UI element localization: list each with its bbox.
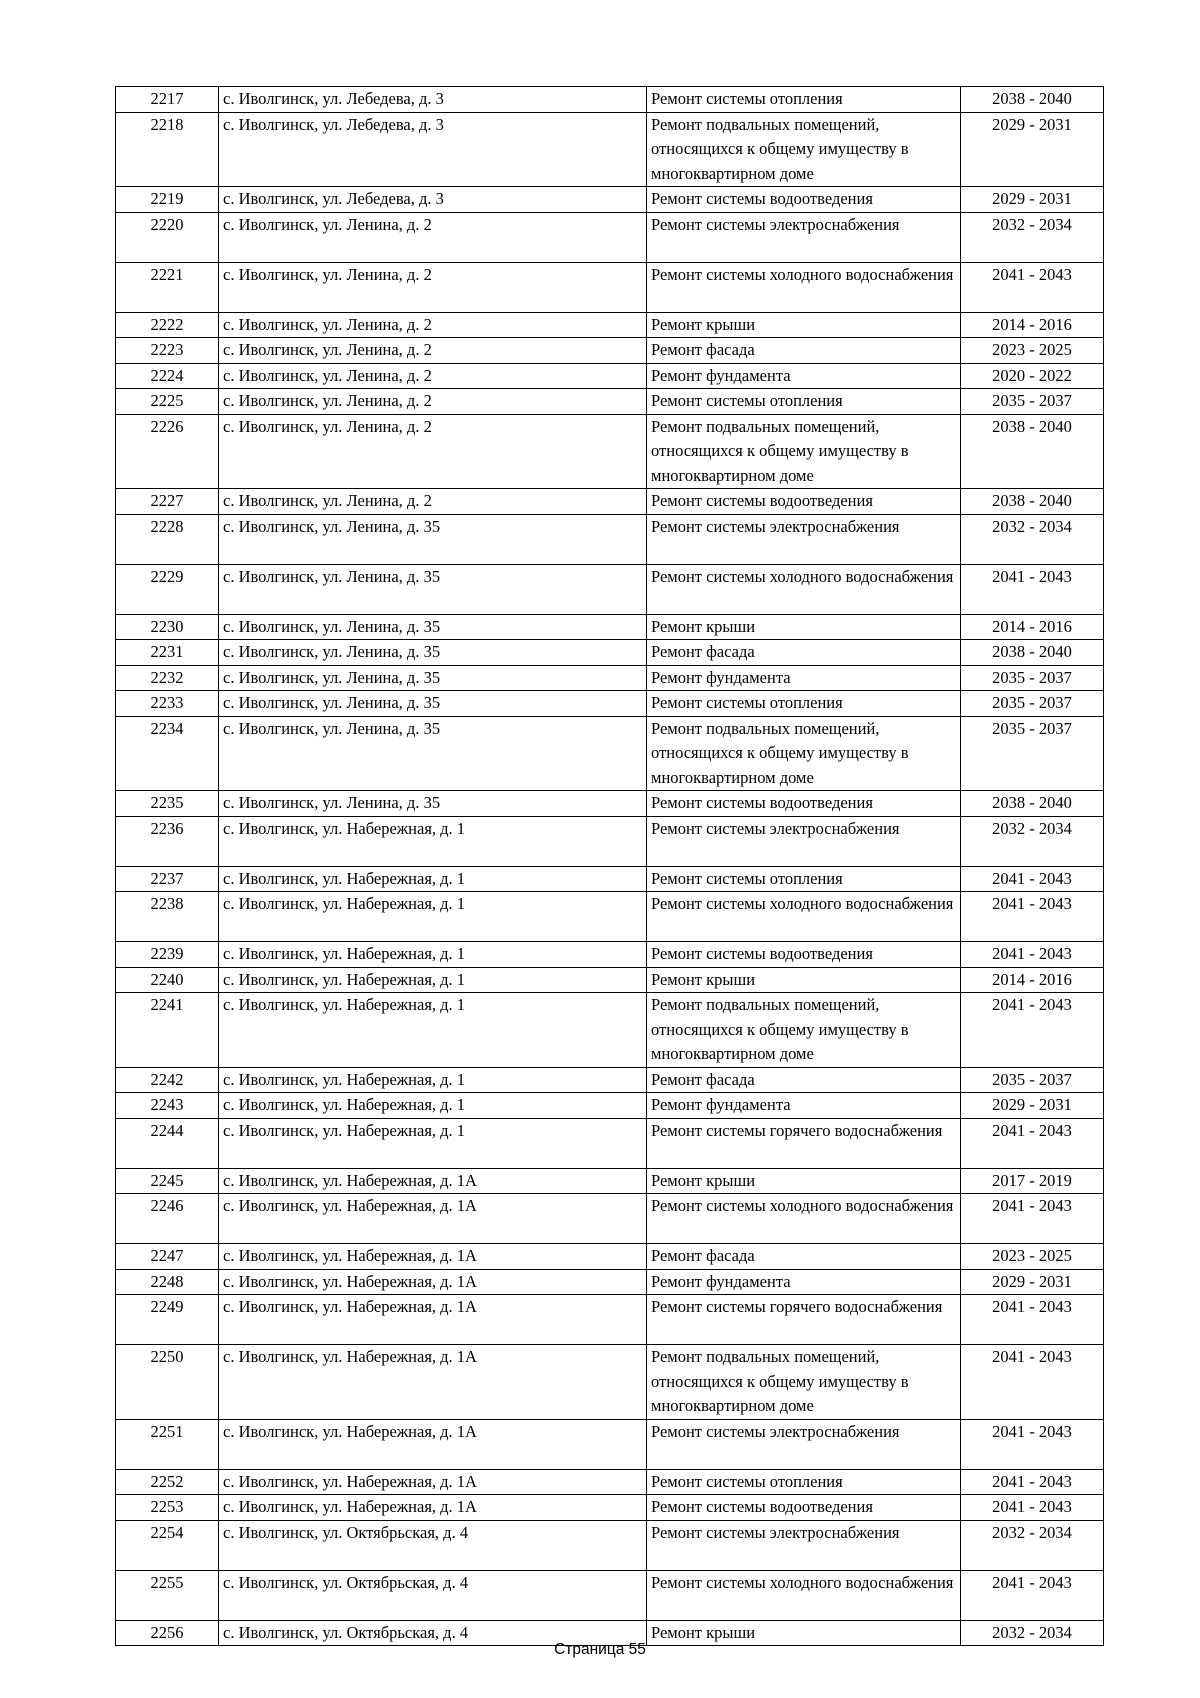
page-number: Страница 55 (554, 1641, 646, 1658)
table-row (116, 1067, 1104, 1093)
table-row (116, 967, 1104, 993)
work-type-cell: Ремонт системы отопления (647, 87, 961, 113)
table-row (116, 1093, 1104, 1119)
work-type-cell: Ремонт системы электроснабжения (647, 514, 961, 564)
period-cell: 2041 - 2043 (961, 1118, 1104, 1168)
table-body (116, 87, 1104, 1646)
table-row (116, 414, 1104, 489)
page-footer (0, 1641, 1200, 1659)
address-cell: с. Иволгинск, ул. Набережная, д. 1А (219, 1469, 647, 1495)
row-number-cell: 2228 (116, 514, 219, 564)
table-row (116, 1295, 1104, 1345)
period-cell: 2029 - 2031 (961, 1093, 1104, 1119)
period-cell: 2038 - 2040 (961, 791, 1104, 817)
table-row (116, 665, 1104, 691)
period-cell: 2014 - 2016 (961, 312, 1104, 338)
period-cell: 2020 - 2022 (961, 363, 1104, 389)
row-number-cell: 2223 (116, 338, 219, 364)
period-cell: 2035 - 2037 (961, 691, 1104, 717)
work-type-cell: Ремонт фасада (647, 1244, 961, 1270)
period-cell: 2032 - 2034 (961, 1520, 1104, 1570)
address-cell: с. Иволгинск, ул. Ленина, д. 2 (219, 212, 647, 262)
address-cell: с. Иволгинск, ул. Набережная, д. 1 (219, 1067, 647, 1093)
work-type-cell: Ремонт фундамента (647, 665, 961, 691)
work-type-cell: Ремонт системы электроснабжения (647, 816, 961, 866)
period-cell: 2035 - 2037 (961, 665, 1104, 691)
address-cell: с. Иволгинск, ул. Ленина, д. 35 (219, 691, 647, 717)
period-cell: 2032 - 2034 (961, 514, 1104, 564)
table-row (116, 1520, 1104, 1570)
row-number-cell: 2245 (116, 1168, 219, 1194)
table-row (116, 942, 1104, 968)
work-type-cell: Ремонт подвальных помещений, относящихся к общему имуществу в многоквартирном доме (647, 993, 961, 1068)
address-cell: с. Иволгинск, ул. Набережная, д. 1А (219, 1495, 647, 1521)
row-number-cell: 2240 (116, 967, 219, 993)
period-cell: 2038 - 2040 (961, 489, 1104, 515)
work-type-cell: Ремонт системы водоотведения (647, 187, 961, 213)
work-type-cell: Ремонт фундамента (647, 1093, 961, 1119)
table-row (116, 1570, 1104, 1620)
address-cell: с. Иволгинск, ул. Набережная, д. 1 (219, 866, 647, 892)
row-number-cell: 2253 (116, 1495, 219, 1521)
period-cell: 2023 - 2025 (961, 338, 1104, 364)
row-number-cell: 2241 (116, 993, 219, 1068)
table-row (116, 1269, 1104, 1295)
row-number-cell: 2254 (116, 1520, 219, 1570)
table-row (116, 389, 1104, 415)
period-cell: 2014 - 2016 (961, 614, 1104, 640)
row-number-cell: 2237 (116, 866, 219, 892)
row-number-cell: 2246 (116, 1194, 219, 1244)
table-row (116, 791, 1104, 817)
table-row (116, 691, 1104, 717)
table-row (116, 1194, 1104, 1244)
table-row (116, 866, 1104, 892)
address-cell: с. Иволгинск, ул. Лебедева, д. 3 (219, 87, 647, 113)
row-number-cell: 2238 (116, 892, 219, 942)
table-row (116, 363, 1104, 389)
period-cell: 2029 - 2031 (961, 112, 1104, 187)
work-type-cell: Ремонт системы горячего водоснабжения (647, 1118, 961, 1168)
address-cell: с. Иволгинск, ул. Ленина, д. 2 (219, 414, 647, 489)
row-number-cell: 2239 (116, 942, 219, 968)
address-cell: с. Иволгинск, ул. Ленина, д. 35 (219, 791, 647, 817)
work-type-cell: Ремонт системы отопления (647, 691, 961, 717)
row-number-cell: 2221 (116, 262, 219, 312)
address-cell: с. Иволгинск, ул. Ленина, д. 2 (219, 312, 647, 338)
period-cell: 2029 - 2031 (961, 1269, 1104, 1295)
table-row (116, 338, 1104, 364)
address-cell: с. Иволгинск, ул. Ленина, д. 2 (219, 338, 647, 364)
row-number-cell: 2226 (116, 414, 219, 489)
period-cell: 2035 - 2037 (961, 1067, 1104, 1093)
work-type-cell: Ремонт фундамента (647, 1269, 961, 1295)
work-type-cell: Ремонт фундамента (647, 363, 961, 389)
period-cell: 2041 - 2043 (961, 262, 1104, 312)
row-number-cell: 2249 (116, 1295, 219, 1345)
work-type-cell: Ремонт системы водоотведения (647, 1495, 961, 1521)
work-type-cell: Ремонт системы холодного водоснабжения (647, 892, 961, 942)
address-cell: с. Иволгинск, ул. Лебедева, д. 3 (219, 187, 647, 213)
work-type-cell: Ремонт системы водоотведения (647, 942, 961, 968)
table-row (116, 816, 1104, 866)
work-type-cell: Ремонт фасада (647, 1067, 961, 1093)
period-cell: 2041 - 2043 (961, 892, 1104, 942)
table-row (116, 1244, 1104, 1270)
work-type-cell: Ремонт подвальных помещений, относящихся к общему имуществу в многоквартирном доме (647, 112, 961, 187)
address-cell: с. Иволгинск, ул. Октябрьская, д. 4 (219, 1620, 647, 1646)
work-type-cell: Ремонт системы электроснабжения (647, 1419, 961, 1469)
period-cell: 2023 - 2025 (961, 1244, 1104, 1270)
address-cell: с. Иволгинск, ул. Набережная, д. 1 (219, 967, 647, 993)
row-number-cell: 2224 (116, 363, 219, 389)
address-cell: с. Иволгинск, ул. Набережная, д. 1А (219, 1295, 647, 1345)
address-cell: с. Иволгинск, ул. Ленина, д. 35 (219, 640, 647, 666)
address-cell: с. Иволгинск, ул. Набережная, д. 1 (219, 892, 647, 942)
work-type-cell: Ремонт системы водоотведения (647, 489, 961, 515)
repair-schedule-table (115, 86, 1104, 1646)
work-type-cell: Ремонт подвальных помещений, относящихся к общему имуществу в многоквартирном доме (647, 716, 961, 791)
work-type-cell: Ремонт системы холодного водоснабжения (647, 564, 961, 614)
row-number-cell: 2217 (116, 87, 219, 113)
work-type-cell: Ремонт системы холодного водоснабжения (647, 262, 961, 312)
table-row (116, 312, 1104, 338)
row-number-cell: 2232 (116, 665, 219, 691)
row-number-cell: 2230 (116, 614, 219, 640)
period-cell: 2041 - 2043 (961, 1345, 1104, 1420)
period-cell: 2041 - 2043 (961, 866, 1104, 892)
period-cell: 2038 - 2040 (961, 640, 1104, 666)
row-number-cell: 2256 (116, 1620, 219, 1646)
row-number-cell: 2225 (116, 389, 219, 415)
work-type-cell: Ремонт системы водоотведения (647, 791, 961, 817)
work-type-cell: Ремонт подвальных помещений, относящихся к общему имуществу в многоквартирном доме (647, 1345, 961, 1420)
table-row (116, 1168, 1104, 1194)
address-cell: с. Иволгинск, ул. Октябрьская, д. 4 (219, 1520, 647, 1570)
address-cell: с. Иволгинск, ул. Ленина, д. 2 (219, 389, 647, 415)
row-number-cell: 2251 (116, 1419, 219, 1469)
period-cell: 2017 - 2019 (961, 1168, 1104, 1194)
row-number-cell: 2252 (116, 1469, 219, 1495)
address-cell: с. Иволгинск, ул. Ленина, д. 35 (219, 514, 647, 564)
address-cell: с. Иволгинск, ул. Набережная, д. 1А (219, 1168, 647, 1194)
table-row (116, 892, 1104, 942)
period-cell: 2041 - 2043 (961, 1295, 1104, 1345)
row-number-cell: 2219 (116, 187, 219, 213)
row-number-cell: 2236 (116, 816, 219, 866)
address-cell: с. Иволгинск, ул. Ленина, д. 2 (219, 363, 647, 389)
row-number-cell: 2227 (116, 489, 219, 515)
work-type-cell: Ремонт фасада (647, 338, 961, 364)
address-cell: с. Иволгинск, ул. Набережная, д. 1А (219, 1244, 647, 1270)
address-cell: с. Иволгинск, ул. Набережная, д. 1А (219, 1419, 647, 1469)
table-row (116, 87, 1104, 113)
table-row (116, 262, 1104, 312)
row-number-cell: 2244 (116, 1118, 219, 1168)
work-type-cell: Ремонт крыши (647, 967, 961, 993)
period-cell: 2041 - 2043 (961, 993, 1104, 1068)
address-cell: с. Иволгинск, ул. Набережная, д. 1А (219, 1345, 647, 1420)
work-type-cell: Ремонт системы электроснабжения (647, 1520, 961, 1570)
table-row (116, 716, 1104, 791)
table-row (116, 1469, 1104, 1495)
address-cell: с. Иволгинск, ул. Набережная, д. 1А (219, 1269, 647, 1295)
table-row (116, 489, 1104, 515)
table-row (116, 640, 1104, 666)
address-cell: с. Иволгинск, ул. Набережная, д. 1А (219, 1194, 647, 1244)
address-cell: с. Иволгинск, ул. Ленина, д. 35 (219, 665, 647, 691)
work-type-cell: Ремонт системы электроснабжения (647, 212, 961, 262)
address-cell: с. Иволгинск, ул. Ленина, д. 2 (219, 489, 647, 515)
work-type-cell: Ремонт системы отопления (647, 1469, 961, 1495)
table-row (116, 187, 1104, 213)
work-type-cell: Ремонт крыши (647, 1168, 961, 1194)
address-cell: с. Иволгинск, ул. Октябрьская, д. 4 (219, 1570, 647, 1620)
table-row (116, 564, 1104, 614)
row-number-cell: 2218 (116, 112, 219, 187)
table-row (116, 514, 1104, 564)
row-number-cell: 2248 (116, 1269, 219, 1295)
period-cell: 2041 - 2043 (961, 1419, 1104, 1469)
table-row (116, 212, 1104, 262)
row-number-cell: 2250 (116, 1345, 219, 1420)
table-row (116, 1345, 1104, 1420)
table-row (116, 112, 1104, 187)
row-number-cell: 2222 (116, 312, 219, 338)
period-cell: 2041 - 2043 (961, 1469, 1104, 1495)
work-type-cell: Ремонт системы холодного водоснабжения (647, 1194, 961, 1244)
table-row (116, 1495, 1104, 1521)
table-row (116, 1118, 1104, 1168)
row-number-cell: 2220 (116, 212, 219, 262)
table-row (116, 1419, 1104, 1469)
work-type-cell: Ремонт крыши (647, 1620, 961, 1646)
row-number-cell: 2233 (116, 691, 219, 717)
period-cell: 2041 - 2043 (961, 1194, 1104, 1244)
row-number-cell: 2247 (116, 1244, 219, 1270)
period-cell: 2041 - 2043 (961, 1570, 1104, 1620)
row-number-cell: 2243 (116, 1093, 219, 1119)
work-type-cell: Ремонт фасада (647, 640, 961, 666)
work-type-cell: Ремонт крыши (647, 614, 961, 640)
address-cell: с. Иволгинск, ул. Набережная, д. 1 (219, 1093, 647, 1119)
address-cell: с. Иволгинск, ул. Набережная, д. 1 (219, 816, 647, 866)
period-cell: 2029 - 2031 (961, 187, 1104, 213)
address-cell: с. Иволгинск, ул. Набережная, д. 1 (219, 993, 647, 1068)
address-cell: с. Иволгинск, ул. Ленина, д. 35 (219, 716, 647, 791)
row-number-cell: 2255 (116, 1570, 219, 1620)
row-number-cell: 2242 (116, 1067, 219, 1093)
address-cell: с. Иволгинск, ул. Ленина, д. 35 (219, 614, 647, 640)
address-cell: с. Иволгинск, ул. Лебедева, д. 3 (219, 112, 647, 187)
table-row (116, 993, 1104, 1068)
work-type-cell: Ремонт крыши (647, 312, 961, 338)
work-type-cell: Ремонт системы отопления (647, 389, 961, 415)
period-cell: 2032 - 2034 (961, 212, 1104, 262)
work-type-cell: Ремонт системы отопления (647, 866, 961, 892)
work-type-cell: Ремонт системы горячего водоснабжения (647, 1295, 961, 1345)
period-cell: 2041 - 2043 (961, 1495, 1104, 1521)
period-cell: 2032 - 2034 (961, 816, 1104, 866)
period-cell: 2032 - 2034 (961, 1620, 1104, 1646)
work-type-cell: Ремонт подвальных помещений, относящихся к общему имуществу в многоквартирном доме (647, 414, 961, 489)
period-cell: 2041 - 2043 (961, 564, 1104, 614)
period-cell: 2038 - 2040 (961, 87, 1104, 113)
row-number-cell: 2234 (116, 716, 219, 791)
period-cell: 2035 - 2037 (961, 716, 1104, 791)
period-cell: 2035 - 2037 (961, 389, 1104, 415)
period-cell: 2038 - 2040 (961, 414, 1104, 489)
row-number-cell: 2235 (116, 791, 219, 817)
address-cell: с. Иволгинск, ул. Ленина, д. 35 (219, 564, 647, 614)
period-cell: 2014 - 2016 (961, 967, 1104, 993)
period-cell: 2041 - 2043 (961, 942, 1104, 968)
address-cell: с. Иволгинск, ул. Набережная, д. 1 (219, 942, 647, 968)
work-type-cell: Ремонт системы холодного водоснабжения (647, 1570, 961, 1620)
table-row (116, 614, 1104, 640)
address-cell: с. Иволгинск, ул. Ленина, д. 2 (219, 262, 647, 312)
row-number-cell: 2231 (116, 640, 219, 666)
row-number-cell: 2229 (116, 564, 219, 614)
address-cell: с. Иволгинск, ул. Набережная, д. 1 (219, 1118, 647, 1168)
